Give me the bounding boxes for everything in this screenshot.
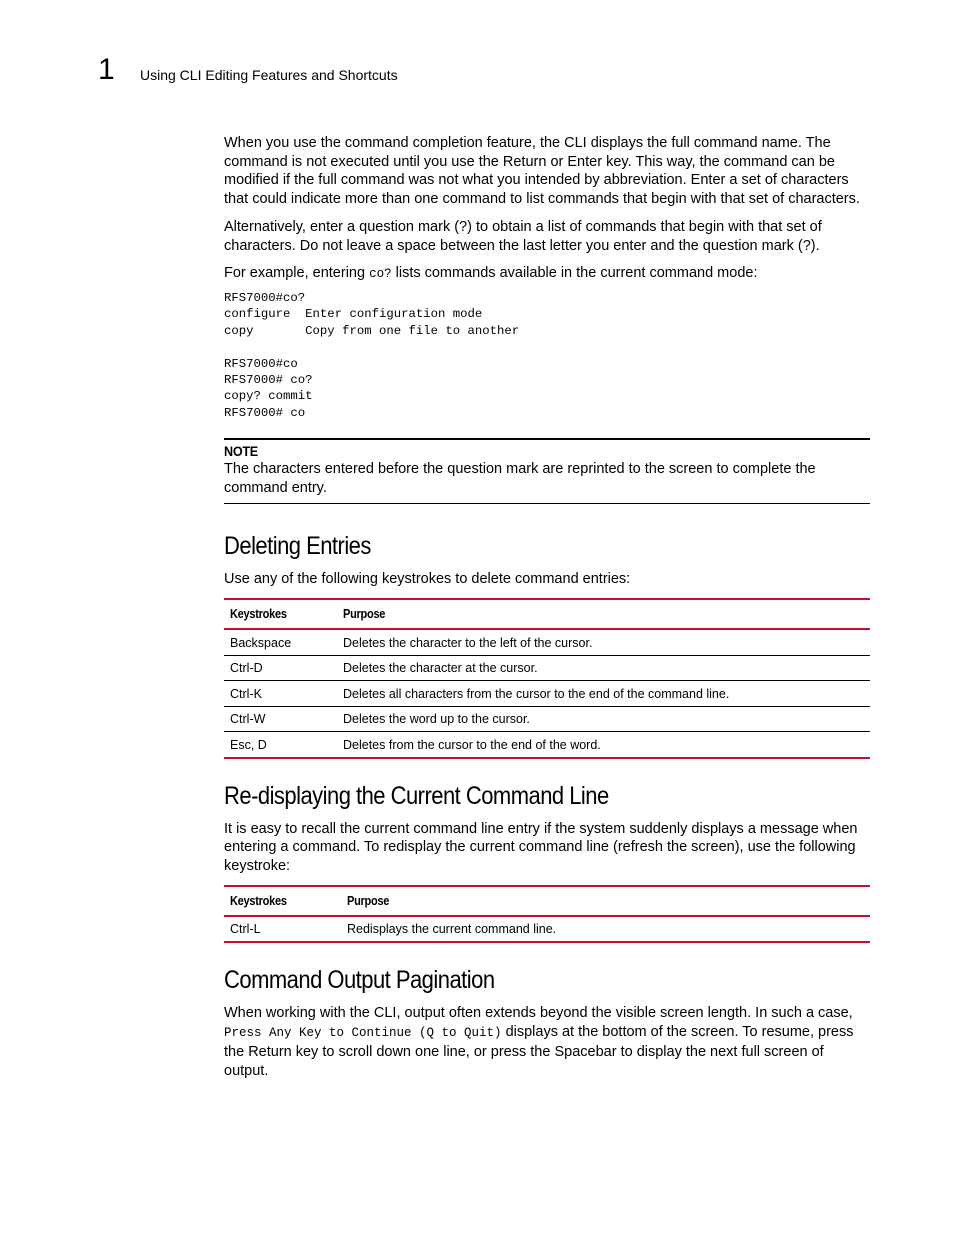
return-key-label: Return [502, 153, 547, 170]
intro-paragraph-3 [224, 264, 870, 284]
inline-code-press-any-key: Press Any Key to Continue (Q to Quit) [224, 1026, 502, 1041]
intro-p1-text-c: key. This way, the command can be modified if the full command was not what you intended by abbreviation. Enter a set of characters that could indicate more than one command to list commands that begin with that set of characters. [224, 153, 860, 208]
running-header-title: Using CLI Editing Features and Shortcuts [140, 67, 398, 83]
table-row [224, 629, 870, 655]
keystroke-cell: Backspace [224, 629, 337, 655]
purpose-cell: Redisplays the current command line. [341, 916, 870, 943]
table-header-row [224, 599, 870, 629]
pagination-text-d: to display the next full screen of output. [224, 1043, 824, 1079]
column-header-keystrokes: Keystrokes [224, 599, 337, 629]
heading-output-pagination: Command Output Pagination [224, 966, 495, 995]
pagination-text-a: When working with the CLI, output often extends beyond the visible screen length. In such a case, [224, 1005, 853, 1022]
deleting-keystrokes-table [224, 598, 870, 759]
pagination-paragraph [224, 1004, 870, 1080]
purpose-cell: Deletes the character at the cursor. [337, 655, 870, 681]
keystroke-cell: Esc, D [224, 732, 337, 758]
note-box [224, 438, 870, 503]
column-header-purpose: Purpose [341, 886, 870, 916]
purpose-cell: Deletes the word up to the cursor. [337, 706, 870, 732]
column-header-purpose: Purpose [337, 599, 870, 629]
code-example: RFS7000#co? configure Enter configuration mode copy Copy from one file to another RFS7000#co RFS7000# co? copy? commit RFS7000# co [224, 290, 520, 420]
heading-deleting-entries: Deleting Entries [224, 531, 371, 560]
intro-p3-text-a: For example, entering [224, 265, 370, 282]
chapter-number: 1 [98, 53, 115, 86]
table-row [224, 681, 870, 707]
note-text: The characters entered before the question mark are reprinted to the screen to complete the command entry. [224, 461, 816, 496]
purpose-cell: Deletes from the cursor to the end of the word. [337, 732, 870, 758]
intro-paragraph-1 [224, 134, 870, 209]
pagination-text-c: key to scroll down one line, or press the [291, 1043, 555, 1060]
intro-p1-text-a: When you use the command completion feature, the CLI displays the full command name. The command is not executed until you use the [224, 135, 831, 170]
keystroke-cell: Ctrl-K [224, 681, 337, 707]
intro-p3-text-b: lists commands available in the current command mode: [391, 265, 758, 282]
table-row [224, 706, 870, 732]
table-header-row [224, 886, 870, 916]
inline-code-co: co? [369, 267, 392, 282]
table-row [224, 916, 870, 943]
table-row [224, 655, 870, 681]
page-content [224, 134, 870, 1089]
table-row [224, 732, 870, 758]
note-title: NOTE [224, 443, 258, 460]
intro-p1-text-b: or [546, 153, 568, 170]
keystroke-cell: Ctrl-W [224, 706, 337, 732]
purpose-cell: Deletes the character to the left of the cursor. [337, 629, 870, 655]
keystroke-cell: Ctrl-D [224, 655, 337, 681]
deleting-intro: Use any of the following keystrokes to delete command entries: [224, 570, 631, 587]
pagination-text-b: displays at the bottom of the screen. To resume, press the [224, 1024, 854, 1060]
purpose-cell: Deletes all characters from the cursor to the end of the command line. [337, 681, 870, 707]
column-header-keystrokes: Keystrokes [224, 886, 341, 916]
return-key-label: Return [248, 1043, 292, 1060]
heading-redisplay-command-line: Re-displaying the Current Command Line [224, 781, 609, 810]
intro-paragraph-2: Alternatively, enter a question mark (?) to obtain a list of commands that begin with that set of characters. Do not leave a space between the last letter you enter and the question mark (?). [224, 218, 822, 254]
keystroke-cell: Ctrl-L [224, 916, 341, 943]
spacebar-key-label: Spacebar [554, 1043, 617, 1060]
redisplay-intro: It is easy to recall the current command line entry if the system suddenly displays a message when entering a command. To redisplay the current command line (refresh the screen), use the following keystroke: [224, 820, 858, 875]
enter-key-label: Enter [567, 153, 603, 170]
redisplay-keystrokes-table [224, 885, 870, 944]
